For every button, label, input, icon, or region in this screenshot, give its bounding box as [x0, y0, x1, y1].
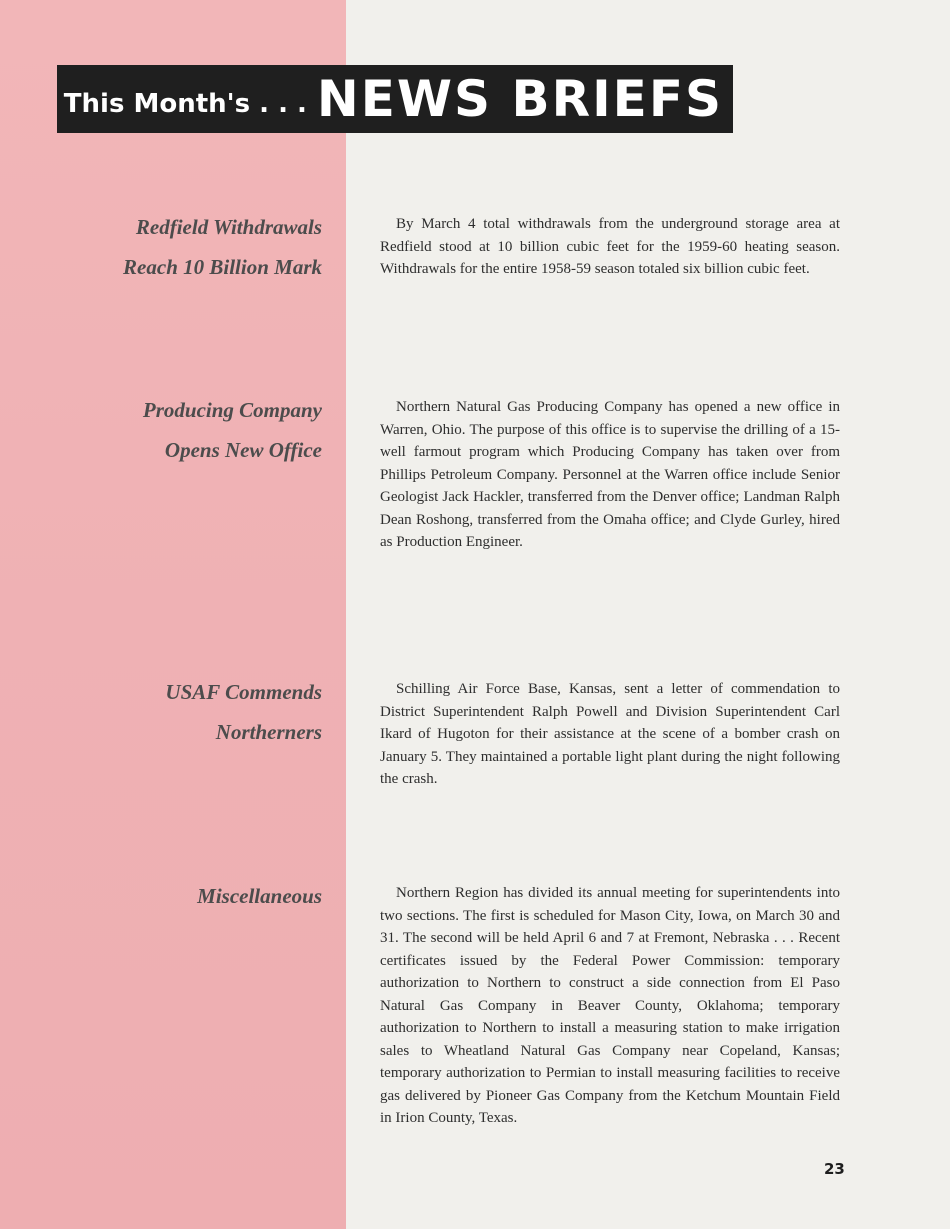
- headline-line: Producing Company: [142, 398, 322, 422]
- banner-prefix: This Month's . . .: [63, 89, 307, 119]
- headline-line: Northerners: [215, 720, 322, 744]
- headline-usaf-commends: [2, 672, 322, 752]
- article-redfield-withdrawals: By March 4 total withdrawals from the underground storage area at Redfield stood at 10 billion cubic feet for the 1959-60 heating season. Withdrawals for the entire 1958-59 season totaled six billion cubic feet.: [380, 216, 840, 277]
- article-miscellaneous: Northern Region has divided its annual meeting for superintendents into two sections. The first is scheduled for Mason City, Iowa, on March 30 and 31. The second will be held April 6 and 7 at Fremont, Nebraska . . . Recent certificates issued by the Federal Power Commission: temporary authorization to Northern to construct a side connection from El Paso Natural Gas Company in Beaver County, Oklahoma; temporary authorization to Northern to install a measuring station to make irrigation sales to Wheatland Natural Gas Company near Copeland, Kansas; temporary authorization to Permian to install measuring facilities to receive gas delivered by Pioneer Gas Company from the Ketchum Mountain Field in Irion County, Texas.: [380, 885, 840, 1126]
- headline-producing-company: [2, 390, 322, 470]
- page-number: 23: [824, 1160, 845, 1178]
- headline-line: Opens New Office: [164, 438, 322, 462]
- news-briefs-banner: [57, 65, 733, 133]
- headline-miscellaneous: [2, 876, 322, 916]
- headline-line: USAF Commends: [165, 680, 322, 704]
- banner-title: NEWS BRIEFS: [316, 70, 723, 128]
- headline-line: Reach 10 Billion Mark: [123, 255, 322, 279]
- article-usaf-commends: Schilling Air Force Base, Kansas, sent a letter of commendation to District Superintendent Ralph Powell and Division Superintendent Carl Ikard of Hugoton for their assistance at the scene of a bomber crash on January 5. They maintained a portable light plant during the night following the crash.: [380, 681, 840, 787]
- article-producing-company: Northern Natural Gas Producing Company has opened a new office in Warren, Ohio. The purpose of this office is to supervise the drilling of a 15-well farmout program which Producing Company has taken over from Phillips Petroleum Company. Personnel at the Warren office include Senior Geologist Jack Hackler, transferred from the Denver office; Landman Ralph Dean Roshong, transferred from the Omaha office; and Clyde Gurley, hired as Production Engineer.: [380, 399, 840, 550]
- headline-line: Miscellaneous: [197, 884, 322, 908]
- headline-redfield-withdrawals: [2, 207, 322, 287]
- pink-sidebar-column: [0, 0, 346, 1229]
- headline-line: Redfield Withdrawals: [135, 215, 322, 239]
